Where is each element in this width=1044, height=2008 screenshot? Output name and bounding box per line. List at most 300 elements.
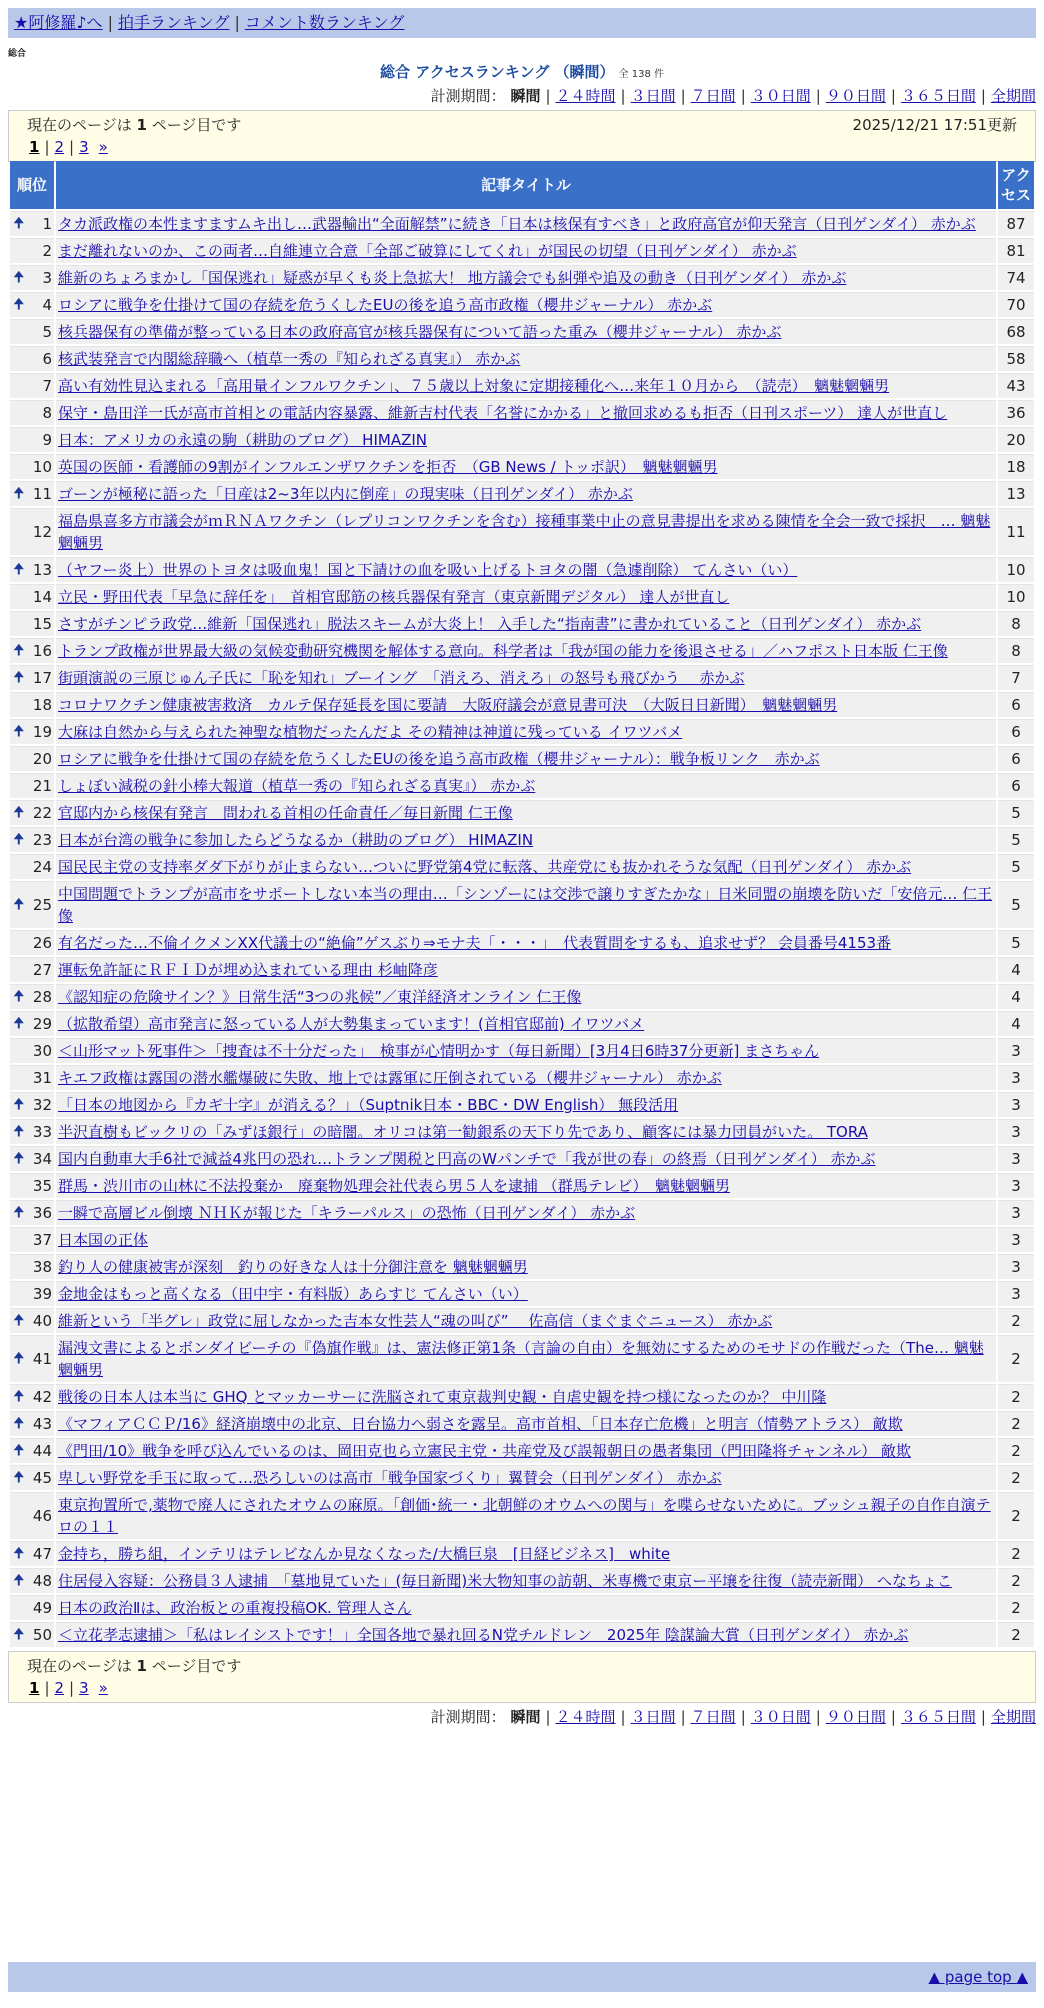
rank-number: 31	[32, 1069, 52, 1087]
title-cell	[56, 427, 996, 452]
rank-number: 41	[32, 1350, 52, 1368]
period-link-3d[interactable]: ３日間	[630, 1708, 676, 1726]
article-title-link[interactable]: 官邸内から核保有発言 問われる首相の任命責任／毎日新聞 仁王像	[58, 804, 513, 822]
top-nav-bar	[8, 8, 1036, 38]
article-title-link[interactable]: 高い有効性見込まれる「高用量インフルワクチン」、７５歳以上対象に定期接種化へ…来年１０月から （読売） 魑魅魍魎男	[58, 377, 890, 395]
updated-timestamp: 2025/12/21 17:51更新	[852, 116, 1017, 134]
up-arrow-icon: 🠉	[13, 1572, 25, 1589]
rank-cell	[10, 373, 54, 398]
rank-cell	[10, 1092, 54, 1117]
article-title-link[interactable]: ＜山形マット死事件＞「捜査は不十分だった」 検事が心情明かす（毎日新聞）[3月4日6時37分更新] まさちゃん	[58, 1042, 820, 1060]
access-count: 3	[998, 1200, 1034, 1225]
access-count: 18	[998, 454, 1034, 479]
article-title-link[interactable]: 戦後の日本人は本当に GHQ とマッカーサーに洗脳されて東京裁判史観・自虐史観を持つ様になったのか？ 中川隆	[58, 1388, 827, 1406]
rank-cell	[10, 827, 54, 852]
up-arrow-icon: 🠉	[13, 988, 25, 1005]
rank-cell	[10, 800, 54, 825]
period-link-30d[interactable]: ３０日間	[750, 1708, 811, 1726]
page-title-text: 総合 アクセスランキング （瞬間）	[380, 63, 615, 81]
article-title-link[interactable]: ＜立花孝志逮捕＞「私はレイシストです！」全国各地で暴れ回るN党チルドレン 2025年 陰謀論大賞（日刊ゲンダイ） 赤かぶ	[58, 1626, 909, 1644]
title-cell	[56, 1622, 996, 1647]
table-row	[10, 265, 1034, 290]
up-arrow-icon: 🠉	[13, 215, 25, 232]
up-arrow-icon: 🠉	[13, 485, 25, 502]
title-cell	[56, 854, 996, 879]
access-count: 2	[998, 1438, 1034, 1463]
rank-number: 43	[32, 1415, 52, 1433]
title-cell	[56, 1335, 996, 1382]
access-count: 81	[998, 238, 1034, 263]
table-row	[10, 1595, 1034, 1620]
table-row	[10, 1173, 1034, 1198]
period-link-7d[interactable]: ７日間	[690, 1708, 736, 1726]
rank-number: 13	[32, 561, 52, 579]
article-title-link[interactable]: 日本：アメリカの永遠の駒（耕助のブログ） HIMAZIN	[58, 431, 427, 449]
access-count: 87	[998, 211, 1034, 236]
title-cell	[56, 957, 996, 982]
article-title-link[interactable]: 大麻は自然から与えられた神聖な植物だったんだよ その精神は神道に残っている イワツバメ	[58, 723, 683, 741]
article-title-link[interactable]: 漏洩文書によるとボンダイビーチの『偽旗作戦』は、憲法修正第1条（言論の自由）を無効にするためのモサドの作戦だった（The… 魑魅魍魎男	[58, 1339, 984, 1379]
rank-cell	[10, 319, 54, 344]
period-link-30d[interactable]: ３０日間	[750, 87, 811, 105]
article-title-link[interactable]: キエフ政権は露国の潜水艦爆破に失敗、地上では露軍に圧倒されている（櫻井ジャーナル） 赤かぶ	[58, 1069, 722, 1087]
rank-cell	[10, 427, 54, 452]
up-arrow-icon: 🠉	[13, 1469, 25, 1486]
rank-number: 37	[32, 1231, 52, 1249]
table-row	[10, 1119, 1034, 1144]
rank-number: 19	[32, 723, 52, 741]
rank-number: 40	[32, 1312, 52, 1330]
title-cell	[56, 292, 996, 317]
up-arrow-icon: 🠉	[13, 561, 25, 578]
period-label: 計測期間：	[430, 1708, 506, 1726]
article-title-link[interactable]: さすがチンピラ政党…維新「国保逃れ」脱法スキームが大炎上！ 入手した“指南書”に書かれていること（日刊ゲンダイ） 赤かぶ	[58, 615, 922, 633]
rank-number: 3	[42, 269, 52, 287]
title-cell	[56, 211, 996, 236]
rank-cell	[10, 1119, 54, 1144]
table-row	[10, 930, 1034, 955]
rank-cell	[10, 1465, 54, 1490]
period-link-24h[interactable]: ２４時間	[555, 87, 616, 105]
access-count: 43	[998, 373, 1034, 398]
article-title-link[interactable]: 国民民主党の支持率ダダ下がりが止まらない…ついに野党第4党に転落、共産党にも抜かれそうな気配（日刊ゲンダイ） 赤かぶ	[58, 858, 912, 876]
rank-cell	[10, 1335, 54, 1382]
rank-number: 5	[42, 323, 52, 341]
table-row	[10, 1227, 1034, 1252]
page-current: 1	[29, 1679, 40, 1697]
rank-cell	[10, 1595, 54, 1620]
table-row	[10, 773, 1034, 798]
access-count: 2	[998, 1568, 1034, 1593]
total-count: 全 138 件	[618, 69, 664, 80]
article-title-link[interactable]: 日本国の正体	[58, 1231, 149, 1249]
rank-cell	[10, 611, 54, 636]
up-arrow-icon: 🠉	[13, 1015, 25, 1032]
title-cell	[56, 1465, 996, 1490]
rank-cell	[10, 1541, 54, 1566]
article-title-link[interactable]: 金持ち，勝ち組，インテリはテレビなんか見なくなった/大橋巨泉 [日経ビジネス] white	[58, 1545, 671, 1563]
up-arrow-icon: 🠉	[13, 831, 25, 848]
access-count: 3	[998, 1146, 1034, 1171]
table-row	[10, 957, 1034, 982]
title-cell	[56, 1541, 996, 1566]
article-title-link[interactable]: 英国の医師・看護師の9割がインフルエンザワクチンを拒否 （GB News / トッポ訳） 魑魅魍魎男	[58, 458, 718, 476]
page-link-3[interactable]: 3	[79, 1679, 89, 1697]
table-row	[10, 1092, 1034, 1117]
access-count: 11	[998, 508, 1034, 555]
article-title-link[interactable]: 街頭演説の三原じゅん子氏に「恥を知れ」ブーイング 「消えろ、消えろ」の怒号も飛びかう 赤かぶ	[58, 669, 745, 687]
article-title-link[interactable]: トランプ政権が世界最大級の気候変動研究機関を解体する意向。科学者は「我が国の能力を後退させる」／ハフポスト日本版 仁王像	[58, 642, 948, 660]
period-link-365d[interactable]: ３６５日間	[900, 1708, 976, 1726]
rank-cell	[10, 1308, 54, 1333]
rank-number: 12	[32, 523, 52, 541]
title-cell	[56, 1595, 996, 1620]
nav-separator: |	[234, 13, 240, 32]
rank-number: 28	[32, 988, 52, 1006]
table-row	[10, 400, 1034, 425]
up-arrow-icon: 🠉	[13, 1626, 25, 1643]
title-cell	[56, 400, 996, 425]
nav-link-applause-ranking[interactable]: 拍手ランキング	[117, 13, 230, 32]
article-title-link[interactable]: 半沢直樹もビックリの「みずほ銀行」の暗闇。オリコは第一勧銀系の天下り先であり、顧客には暴力団員がいた。 TORA	[58, 1123, 868, 1141]
rank-number: 9	[42, 431, 52, 449]
article-title-link[interactable]: 群馬・渋川市の山林に不法投棄か 廃棄物処理会社代表ら男５人を逮捕 （群馬テレビ） 魑魅魍魎男	[58, 1177, 730, 1195]
title-cell	[56, 1308, 996, 1333]
period-label: 計測期間：	[430, 87, 506, 105]
up-arrow-icon: 🠉	[13, 1415, 25, 1432]
page-current: 1	[29, 138, 40, 156]
article-title-link[interactable]: 東京拘置所で,薬物で廃人にされたオウムの麻原。「創価･統一・北朝鮮のオウムへの関与」を喋らせないために。ブッシュ親子の自作自演テロの１１	[58, 1496, 991, 1536]
article-title-link[interactable]: 日本の政治Ⅱは、政治板との重複投稿OK. 管理人さん	[58, 1599, 412, 1617]
access-count: 6	[998, 692, 1034, 717]
bottom-bar	[8, 1962, 1036, 1992]
access-count: 3	[998, 1092, 1034, 1117]
access-count: 4	[998, 957, 1034, 982]
article-title-link[interactable]: （ヤフー炎上）世界のトヨタは吸血鬼！国と下請けの血を吸い上げるトヨタの闇（急遽削除） てんさい（い）	[58, 561, 798, 579]
rank-number: 39	[32, 1285, 52, 1303]
access-count: 10	[998, 557, 1034, 582]
rank-cell	[10, 773, 54, 798]
table-row	[10, 827, 1034, 852]
access-count: 2	[998, 1595, 1034, 1620]
period-link-24h[interactable]: ２４時間	[555, 1708, 616, 1726]
table-row	[10, 1568, 1034, 1593]
article-title-link[interactable]: 中国問題でトランプが高市をサポートしない本当の理由…「シンゾーには交渉で譲りすぎたかな」日米同盟の崩壊を防いだ「安倍元… 仁王像	[58, 885, 993, 925]
table-row	[10, 1065, 1034, 1090]
table-row	[10, 557, 1034, 582]
up-arrow-icon: 🠉	[13, 1388, 25, 1405]
rank-cell	[10, 746, 54, 771]
rank-number: 42	[32, 1388, 52, 1406]
rank-cell	[10, 957, 54, 982]
up-arrow-icon: 🠉	[13, 1545, 25, 1562]
article-title-link[interactable]: 有名だった…不倫イクメンXX代議士の“絶倫”ゲスぶり⇒モナ夫「・・・」 代表質問をするも、追求せず？ 会員番号4153番	[58, 934, 892, 952]
page-link-3[interactable]: 3	[79, 138, 89, 156]
rank-number: 25	[32, 896, 52, 914]
access-count: 2	[998, 1308, 1034, 1333]
access-count: 58	[998, 346, 1034, 371]
period-link-all[interactable]: 全期間	[990, 1708, 1036, 1726]
rank-number: 27	[32, 961, 52, 979]
rank-cell	[10, 1200, 54, 1225]
rank-number: 38	[32, 1258, 52, 1276]
table-row	[10, 611, 1034, 636]
current-page-info: 現在のページは 1 ページ目です	[27, 116, 242, 134]
table-row	[10, 346, 1034, 371]
page-link-next[interactable]: »	[98, 138, 108, 156]
period-selector-top: 計測期間： 瞬間 | ２４時間 | ３日間 | ７日間 | ３０日間 | ９０日間 | ３６５日間 | 全期間	[430, 87, 1036, 105]
rank-cell	[10, 984, 54, 1009]
rank-number: 10	[32, 458, 52, 476]
access-count: 8	[998, 638, 1034, 663]
title-cell	[56, 1173, 996, 1198]
access-count: 3	[998, 1173, 1034, 1198]
table-row	[10, 373, 1034, 398]
access-count: 2	[998, 1384, 1034, 1409]
article-title-link[interactable]: 釣り人の健康被害が深刻 釣りの好きな人は十分御注意を 魑魅魍魎男	[58, 1258, 528, 1276]
access-count: 6	[998, 773, 1034, 798]
page-top-link[interactable]: ▲ page top ▲	[928, 1968, 1028, 1986]
table-row	[10, 800, 1034, 825]
article-title-link[interactable]: 《マフィアＣＣＰ/16》経済崩壊中の北京、日台協力へ弱さを露呈。高市首相、「日本存亡危機」と明言（情勢アトラス） 敵欺	[58, 1415, 903, 1433]
title-cell	[56, 481, 996, 506]
page-link-2[interactable]: 2	[54, 138, 65, 156]
title-cell	[56, 1438, 996, 1463]
rank-number: 47	[32, 1545, 52, 1563]
pagination: 1 | 2 | 3 »	[29, 1679, 108, 1697]
table-row	[10, 508, 1034, 555]
ranking-table	[8, 159, 1036, 1649]
article-title-link[interactable]: （拡散希望）高市発言に怒っている人が大勢集まっています！(首相官邸前) イワツバメ	[58, 1015, 645, 1033]
table-row	[10, 1465, 1034, 1490]
up-arrow-icon: 🠉	[13, 669, 25, 686]
period-link-all[interactable]: 全期間	[990, 87, 1036, 105]
period-link-7d[interactable]: ７日間	[690, 87, 736, 105]
up-arrow-icon: 🠉	[13, 804, 25, 821]
access-count: 68	[998, 319, 1034, 344]
access-count: 2	[998, 1465, 1034, 1490]
period-link-90d[interactable]: ９０日間	[825, 1708, 886, 1726]
article-title-link[interactable]: 卑しい野党を手玉に取って…恐ろしいのは高市「戦争国家づくり」翼賛会（日刊ゲンダイ） 赤かぶ	[58, 1469, 722, 1487]
access-count: 70	[998, 292, 1034, 317]
article-title-link[interactable]: コロナワクチン健康被害救済 カルテ保存延長を国に要請 大阪府議会が意見書可決 （大阪日日新聞） 魑魅魍魎男	[58, 696, 838, 714]
page-title	[0, 62, 1044, 85]
article-title-link[interactable]: 国内自動車大手6社で減益4兆円の恐れ…トランプ関税と円高のWパンチで「我が世の春」の終焉（日刊ゲンダイ） 赤かぶ	[58, 1150, 876, 1168]
rank-cell	[10, 1011, 54, 1036]
header-access: アクセス	[998, 161, 1034, 209]
title-cell	[56, 881, 996, 928]
title-cell	[56, 746, 996, 771]
title-cell	[56, 1200, 996, 1225]
title-cell	[56, 1011, 996, 1036]
pagination-box-top	[8, 110, 1036, 162]
article-title-link[interactable]: 「日本の地図から『カギ十字』が消える？」（Suptnik日本・BBC・DW English） 無段活用	[58, 1096, 679, 1114]
table-row	[10, 984, 1034, 1009]
rank-number: 7	[42, 377, 52, 395]
up-arrow-icon: 🠉	[13, 642, 25, 659]
table-row	[10, 1200, 1034, 1225]
rank-number: 50	[32, 1626, 52, 1644]
rank-number: 29	[32, 1015, 52, 1033]
title-cell	[56, 1281, 996, 1306]
access-count: 4	[998, 1011, 1034, 1036]
rank-cell	[10, 238, 54, 263]
article-title-link[interactable]: ゴーンが極秘に語った「日産は2~3年以内に倒産」の現実味（日刊ゲンダイ） 赤かぶ	[58, 485, 633, 503]
title-cell	[56, 373, 996, 398]
article-title-link[interactable]: 《認知症の危険サイン？》日常生活“3つの兆候”／東洋経済オンライン 仁王像	[58, 988, 582, 1006]
article-title-link[interactable]: 核兵器保有の準備が整っている日本の政府高官が核兵器保有について語った重み（櫻井ジャーナル） 赤かぶ	[58, 323, 782, 341]
up-arrow-icon: 🠉	[13, 269, 25, 286]
rank-cell	[10, 1065, 54, 1090]
rank-cell	[10, 1492, 54, 1539]
article-title-link[interactable]: しょぼい減税の針小棒大報道（植草一秀の『知られざる真実』） 赤かぶ	[58, 777, 536, 795]
article-title-link[interactable]: タカ派政権の本性ますますムキ出し…武器輸出“全面解禁”に続き「日本は核保有すべき」と政府高官が仰天発言（日刊ゲンダイ） 赤かぶ	[58, 215, 976, 233]
up-arrow-icon: 🠉	[13, 1150, 25, 1167]
title-cell	[56, 800, 996, 825]
rank-cell	[10, 719, 54, 744]
up-arrow-icon: 🠉	[13, 1442, 25, 1459]
rank-cell	[10, 1281, 54, 1306]
rank-cell	[10, 1384, 54, 1409]
rank-cell	[10, 400, 54, 425]
rank-cell	[10, 265, 54, 290]
rank-cell	[10, 665, 54, 690]
rank-number: 20	[32, 750, 52, 768]
access-count: 2	[998, 1622, 1034, 1647]
article-title-link[interactable]: 住居侵入容疑：公務員３人逮捕 「墓地見ていた」(毎日新聞)米大物知事の訪朝、米専機で東京ー平壌を往復（読売新聞） へなちょこ	[58, 1572, 952, 1590]
title-cell	[56, 1492, 996, 1539]
rank-number: 21	[32, 777, 52, 795]
up-arrow-icon: 🠉	[13, 1123, 25, 1140]
access-count: 2	[998, 1541, 1034, 1566]
rank-number: 23	[32, 831, 52, 849]
title-cell	[56, 454, 996, 479]
rank-number: 34	[32, 1150, 52, 1168]
pagination-box-bottom	[8, 1651, 1036, 1703]
rank-cell	[10, 1411, 54, 1436]
rank-cell	[10, 1622, 54, 1647]
article-title-link[interactable]: 立民・野田代表「早急に辞任を」 首相官邸筋の核兵器保有発言（東京新聞デジタル） 達人が世直し	[58, 588, 730, 606]
table-row	[10, 881, 1034, 928]
rank-number: 44	[32, 1442, 52, 1460]
title-cell	[56, 665, 996, 690]
article-title-link[interactable]: 金地金はもっと高くなる（田中宇・有料版）あらすじ てんさい（い）	[58, 1285, 528, 1303]
title-cell	[56, 1568, 996, 1593]
access-count: 5	[998, 827, 1034, 852]
rank-cell	[10, 881, 54, 928]
title-cell	[56, 557, 996, 582]
access-count: 8	[998, 611, 1034, 636]
rank-cell	[10, 930, 54, 955]
rank-cell	[10, 1438, 54, 1463]
title-cell	[56, 1254, 996, 1279]
access-count: 13	[998, 481, 1034, 506]
table-row	[10, 238, 1034, 263]
rank-number: 8	[42, 404, 52, 422]
title-cell	[56, 692, 996, 717]
title-cell	[56, 1065, 996, 1090]
rank-number: 11	[32, 485, 52, 503]
header-rank: 順位	[10, 161, 54, 209]
rank-number: 24	[32, 858, 52, 876]
table-row	[10, 584, 1034, 609]
table-row	[10, 1541, 1034, 1566]
title-cell	[56, 827, 996, 852]
article-title-link[interactable]: 保守・島田洋一氏が高市首相との電話内容暴露、維新吉村代表「名誉にかかる」と撤回求めるも拒否（日刊スポーツ） 達人が世直し	[58, 404, 948, 422]
rank-cell	[10, 1227, 54, 1252]
page-link-2[interactable]: 2	[54, 1679, 65, 1697]
title-cell	[56, 930, 996, 955]
article-title-link[interactable]: 一瞬で高層ビル倒壊 ＮＨＫが報じた「キラーパルス」の恐怖（日刊ゲンダイ） 赤かぶ	[58, 1204, 636, 1222]
title-cell	[56, 584, 996, 609]
rank-cell	[10, 1568, 54, 1593]
rank-cell	[10, 557, 54, 582]
rank-number: 6	[42, 350, 52, 368]
article-title-link[interactable]: 福島県喜多方市議会がｍＲＮＡワクチン（レプリコンワクチンを含む）接種事業中止の意見書提出を求める陳情を全会一致で採択 … 魑魅魍魎男	[58, 512, 991, 552]
access-count: 5	[998, 930, 1034, 955]
page-link-next[interactable]: »	[98, 1679, 108, 1697]
article-title-link[interactable]: 《門田/10》戦争を呼び込んでいるのは、岡田克也ら立憲民主党・共産党及び誤報朝日の愚者集団（門田隆将チャンネル） 敵欺	[58, 1442, 912, 1460]
access-count: 6	[998, 719, 1034, 744]
article-title-link[interactable]: ロシアに戦争を仕掛けて国の存続を危うくしたEUの後を追う高市政権（櫻井ジャーナル） 赤かぶ	[58, 296, 713, 314]
nav-link-comment-ranking[interactable]: コメント数ランキング	[244, 13, 405, 32]
table-row	[10, 1281, 1034, 1306]
period-link-365d[interactable]: ３６５日間	[900, 87, 976, 105]
table-row	[10, 1492, 1034, 1539]
title-cell	[56, 346, 996, 371]
current-page-info: 現在のページは 1 ページ目です	[27, 1657, 242, 1675]
article-title-link[interactable]: ロシアに戦争を仕掛けて国の存続を危うくしたEUの後を追う高市政権（櫻井ジャーナル）：戦争板リンク 赤かぶ	[58, 750, 820, 768]
up-arrow-icon: 🠉	[13, 896, 25, 913]
access-count: 3	[998, 1254, 1034, 1279]
title-cell	[56, 1146, 996, 1171]
access-count: 5	[998, 800, 1034, 825]
article-title-link[interactable]: 日本が台湾の戦争に参加したらどうなるか（耕助のブログ） HIMAZIN	[58, 831, 534, 849]
rank-cell	[10, 292, 54, 317]
article-title-link[interactable]: 維新のちょろまかし「国保逃れ」疑惑が早くも炎上急拡大！ 地方議会でも糾弾や追及の動き（日刊ゲンダイ） 赤かぶ	[58, 269, 847, 287]
rank-cell	[10, 1173, 54, 1198]
title-cell	[56, 1384, 996, 1409]
period-link-90d[interactable]: ９０日間	[825, 87, 886, 105]
article-title-link[interactable]: 維新という「半グレ」政党に屈しなかった吉本女性芸人“魂の叫び” 佐高信（まぐまぐニュース） 赤かぶ	[58, 1312, 773, 1330]
table-row	[10, 692, 1034, 717]
access-count: 3	[998, 1065, 1034, 1090]
table-row	[10, 1411, 1034, 1436]
access-count: 10	[998, 584, 1034, 609]
article-title-link[interactable]: まだ離れないのか、この両者…自維連立合意「全部ご破算にしてくれ」が国民の切望（日刊ゲンダイ） 赤かぶ	[58, 242, 797, 260]
rank-cell	[10, 346, 54, 371]
table-row	[10, 719, 1034, 744]
rank-number: 45	[32, 1469, 52, 1487]
table-row	[10, 1384, 1034, 1409]
period-link-3d[interactable]: ３日間	[630, 87, 676, 105]
table-row	[10, 665, 1034, 690]
access-count: 7	[998, 665, 1034, 690]
access-count: 3	[998, 1227, 1034, 1252]
rank-cell	[10, 1146, 54, 1171]
table-row	[10, 319, 1034, 344]
period-selector-bottom: 計測期間： 瞬間 | ２４時間 | ３日間 | ７日間 | ３０日間 | ９０日間 | ３６５日間 | 全期間	[430, 1708, 1036, 1726]
article-title-link[interactable]: 核武装発言で内閣総辞職へ（植草一秀の『知られざる真実』） 赤かぶ	[58, 350, 521, 368]
access-count: 2	[998, 1411, 1034, 1436]
nav-link-home[interactable]: ★阿修羅♪へ	[14, 13, 103, 32]
rank-number: 1	[42, 215, 52, 233]
title-cell	[56, 719, 996, 744]
access-count: 3	[998, 1281, 1034, 1306]
article-title-link[interactable]: 運転免許証にＲＦＩＤが埋め込まれている理由 杉岫降彦	[58, 961, 438, 979]
table-row	[10, 454, 1034, 479]
rank-number: 4	[42, 296, 52, 314]
